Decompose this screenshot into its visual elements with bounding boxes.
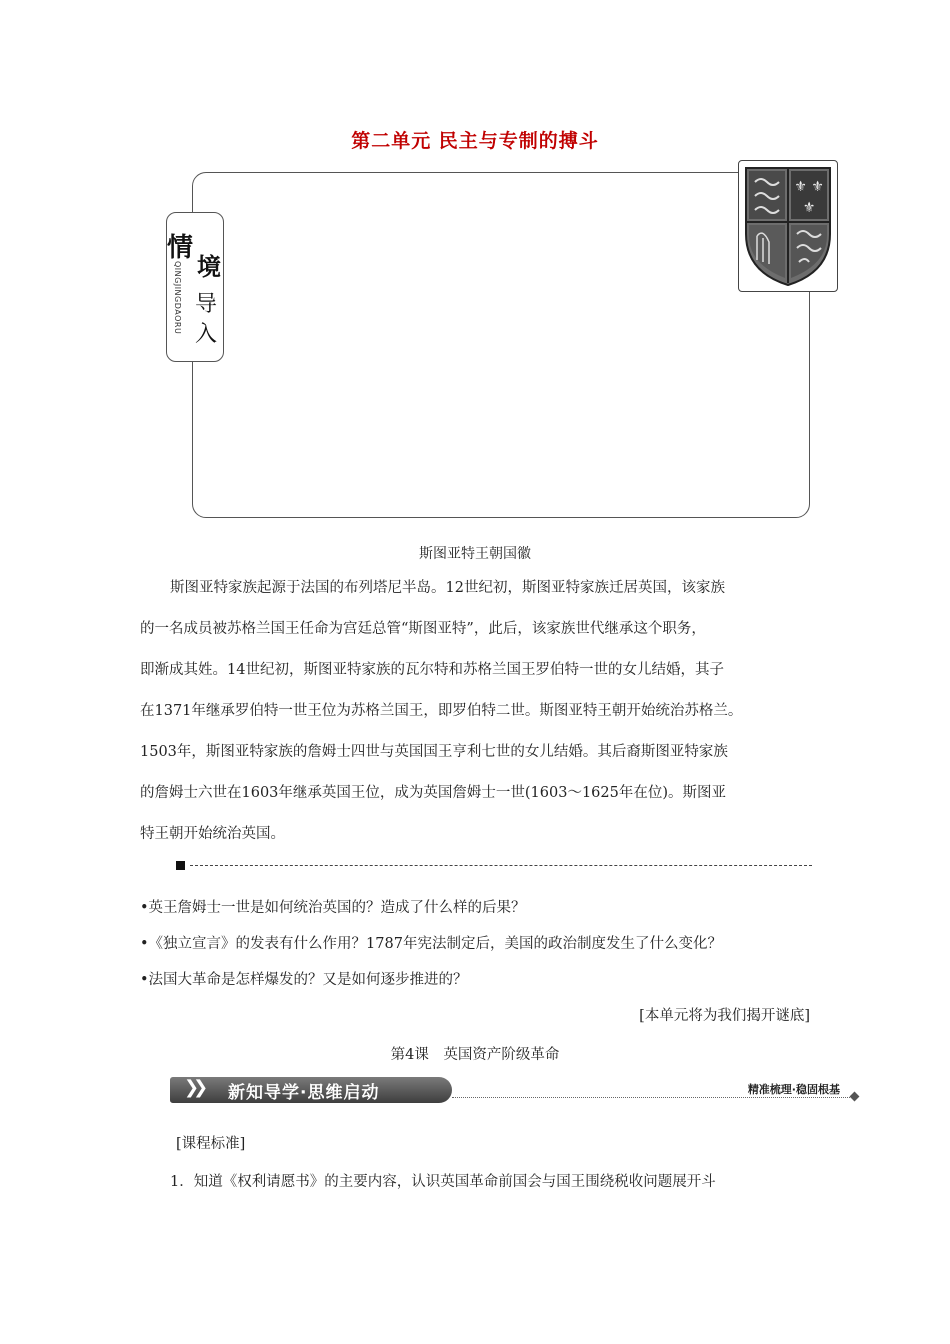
intro-tab — [166, 212, 224, 362]
banner-main-text: 新知导学·思维启动 — [228, 1083, 380, 1103]
question-item: •《独立宣言》的发表有什么作用？1787年宪法制定后，美国的政治制度发生了什么变化？ — [140, 936, 722, 952]
tab-char-2: 境 — [197, 253, 221, 281]
question-item: •法国大革命是怎样爆发的？又是如何逐步推进的？ — [140, 972, 468, 988]
intro-paragraph-line: 即渐成其姓。14世纪初，斯图亚特家族的瓦尔特和苏格兰国王罗伯特一世的女儿结婚，其子 — [140, 662, 724, 678]
intro-paragraph-line: 的詹姆士六世在1603年继承英国王位，成为英国詹姆士一世(1603～1625年在位)。斯图亚 — [140, 785, 727, 801]
closing-note: [本单元将为我们揭开谜底] — [639, 1008, 810, 1024]
svg-text:⚜: ⚜ — [802, 200, 816, 216]
coat-of-arms-image — [738, 160, 838, 292]
banner-dotted-line — [452, 1097, 850, 1098]
banner-right-text: 精准梳理·稳固根基 — [747, 1083, 840, 1096]
tab-pinyin: QINGJINGDAORU — [173, 261, 182, 335]
question-item: •英王詹姆士一世是如何统治英国的？造成了什么样的后果？ — [140, 900, 526, 916]
intro-paragraph-line: 在1371年继承罗伯特一世王位为苏格兰国王，即罗伯特二世。斯图亚特王朝开始统治苏格兰。 — [140, 703, 743, 719]
svg-text:⚜ ⚜: ⚜ ⚜ — [794, 179, 824, 195]
divider-dashed-line — [190, 865, 812, 866]
coat-of-arms-icon — [743, 164, 833, 288]
unit-title: 第二单元 民主与专制的搏斗 — [351, 130, 599, 152]
section-divider — [176, 858, 812, 874]
curriculum-label: [课程标准] — [176, 1136, 246, 1152]
chevron-right-icon: ❯❯ — [184, 1077, 203, 1098]
tab-char-3: 导 — [195, 292, 218, 317]
tab-char-4: 入 — [195, 322, 218, 347]
intro-paragraph-line: 特王朝开始统治英国。 — [140, 826, 285, 842]
intro-paragraph-line: 1503年，斯图亚特家族的詹姆士四世与英国国王亨利七世的女儿结婚。其后裔斯图亚特家族 — [140, 744, 728, 760]
curriculum-item: 1．知道《权利请愿书》的主要内容，认识英国革命前国会与国王围绕税收问题展开斗 — [170, 1174, 716, 1190]
tab-char-1: 情 — [167, 233, 194, 263]
section-banner — [170, 1075, 860, 1109]
intro-paragraph-line: 斯图亚特家族起源于法国的布列塔尼半岛。12世纪初，斯图亚特家族迁居英国，该家族 — [170, 580, 725, 596]
intro-paragraph-line: 的一名成员被苏格兰国王任命为宫廷总管“斯图亚特”，此后，该家族世代继承这个职务， — [140, 621, 706, 637]
image-caption: 斯图亚特王朝国徽 — [419, 546, 531, 562]
diamond-icon — [850, 1092, 860, 1102]
intro-frame — [192, 172, 810, 518]
divider-square-icon — [176, 861, 185, 870]
lesson-title: 第4课 英国资产阶级革命 — [390, 1047, 560, 1063]
